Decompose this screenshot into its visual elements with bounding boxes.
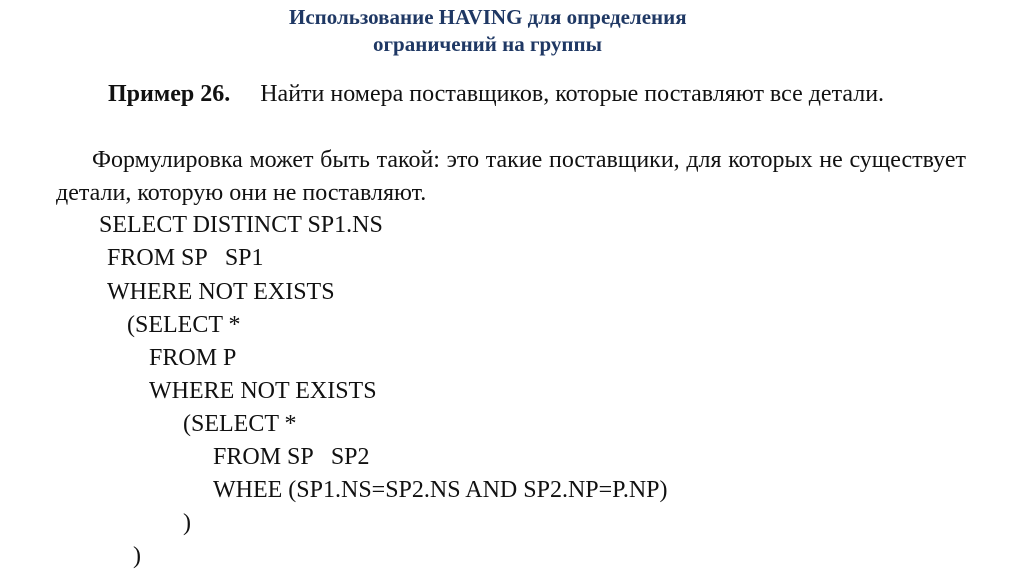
sql-line-8: FROM SP SP2 — [213, 444, 370, 470]
sql-line-4: (SELECT * — [127, 312, 241, 338]
sql-line-10: ) — [183, 510, 191, 536]
sql-line-9: WHEE (SP1.NS=SP2.NS AND SP2.NP=P.NP) — [213, 477, 668, 503]
sql-line-1: SELECT DISTINCT SP1.NS — [99, 212, 383, 238]
formulation-paragraph — [56, 144, 966, 210]
sql-line-6: WHERE NOT EXISTS — [149, 378, 377, 404]
sql-line-7: (SELECT * — [183, 411, 297, 437]
sql-line-3: WHERE NOT EXISTS — [107, 279, 335, 305]
example-label: Пример 26. — [108, 81, 231, 107]
example-task-text: Найти номера поставщиков, которые поставляют все детали. — [260, 81, 885, 107]
sql-line-5: FROM P — [149, 345, 237, 371]
sql-line-11: ) — [133, 543, 141, 569]
slide-title-line-2: ограничений на группы — [373, 32, 603, 56]
slide-title-line-1: Использование HAVING для определения — [289, 5, 687, 29]
formulation-text: Формулировка может быть такой: это такие поставщики, для которых не существует детали, которую они не поставляют. — [56, 147, 966, 206]
sql-line-2: FROM SP SP1 — [107, 245, 264, 271]
example-paragraph — [56, 78, 966, 111]
